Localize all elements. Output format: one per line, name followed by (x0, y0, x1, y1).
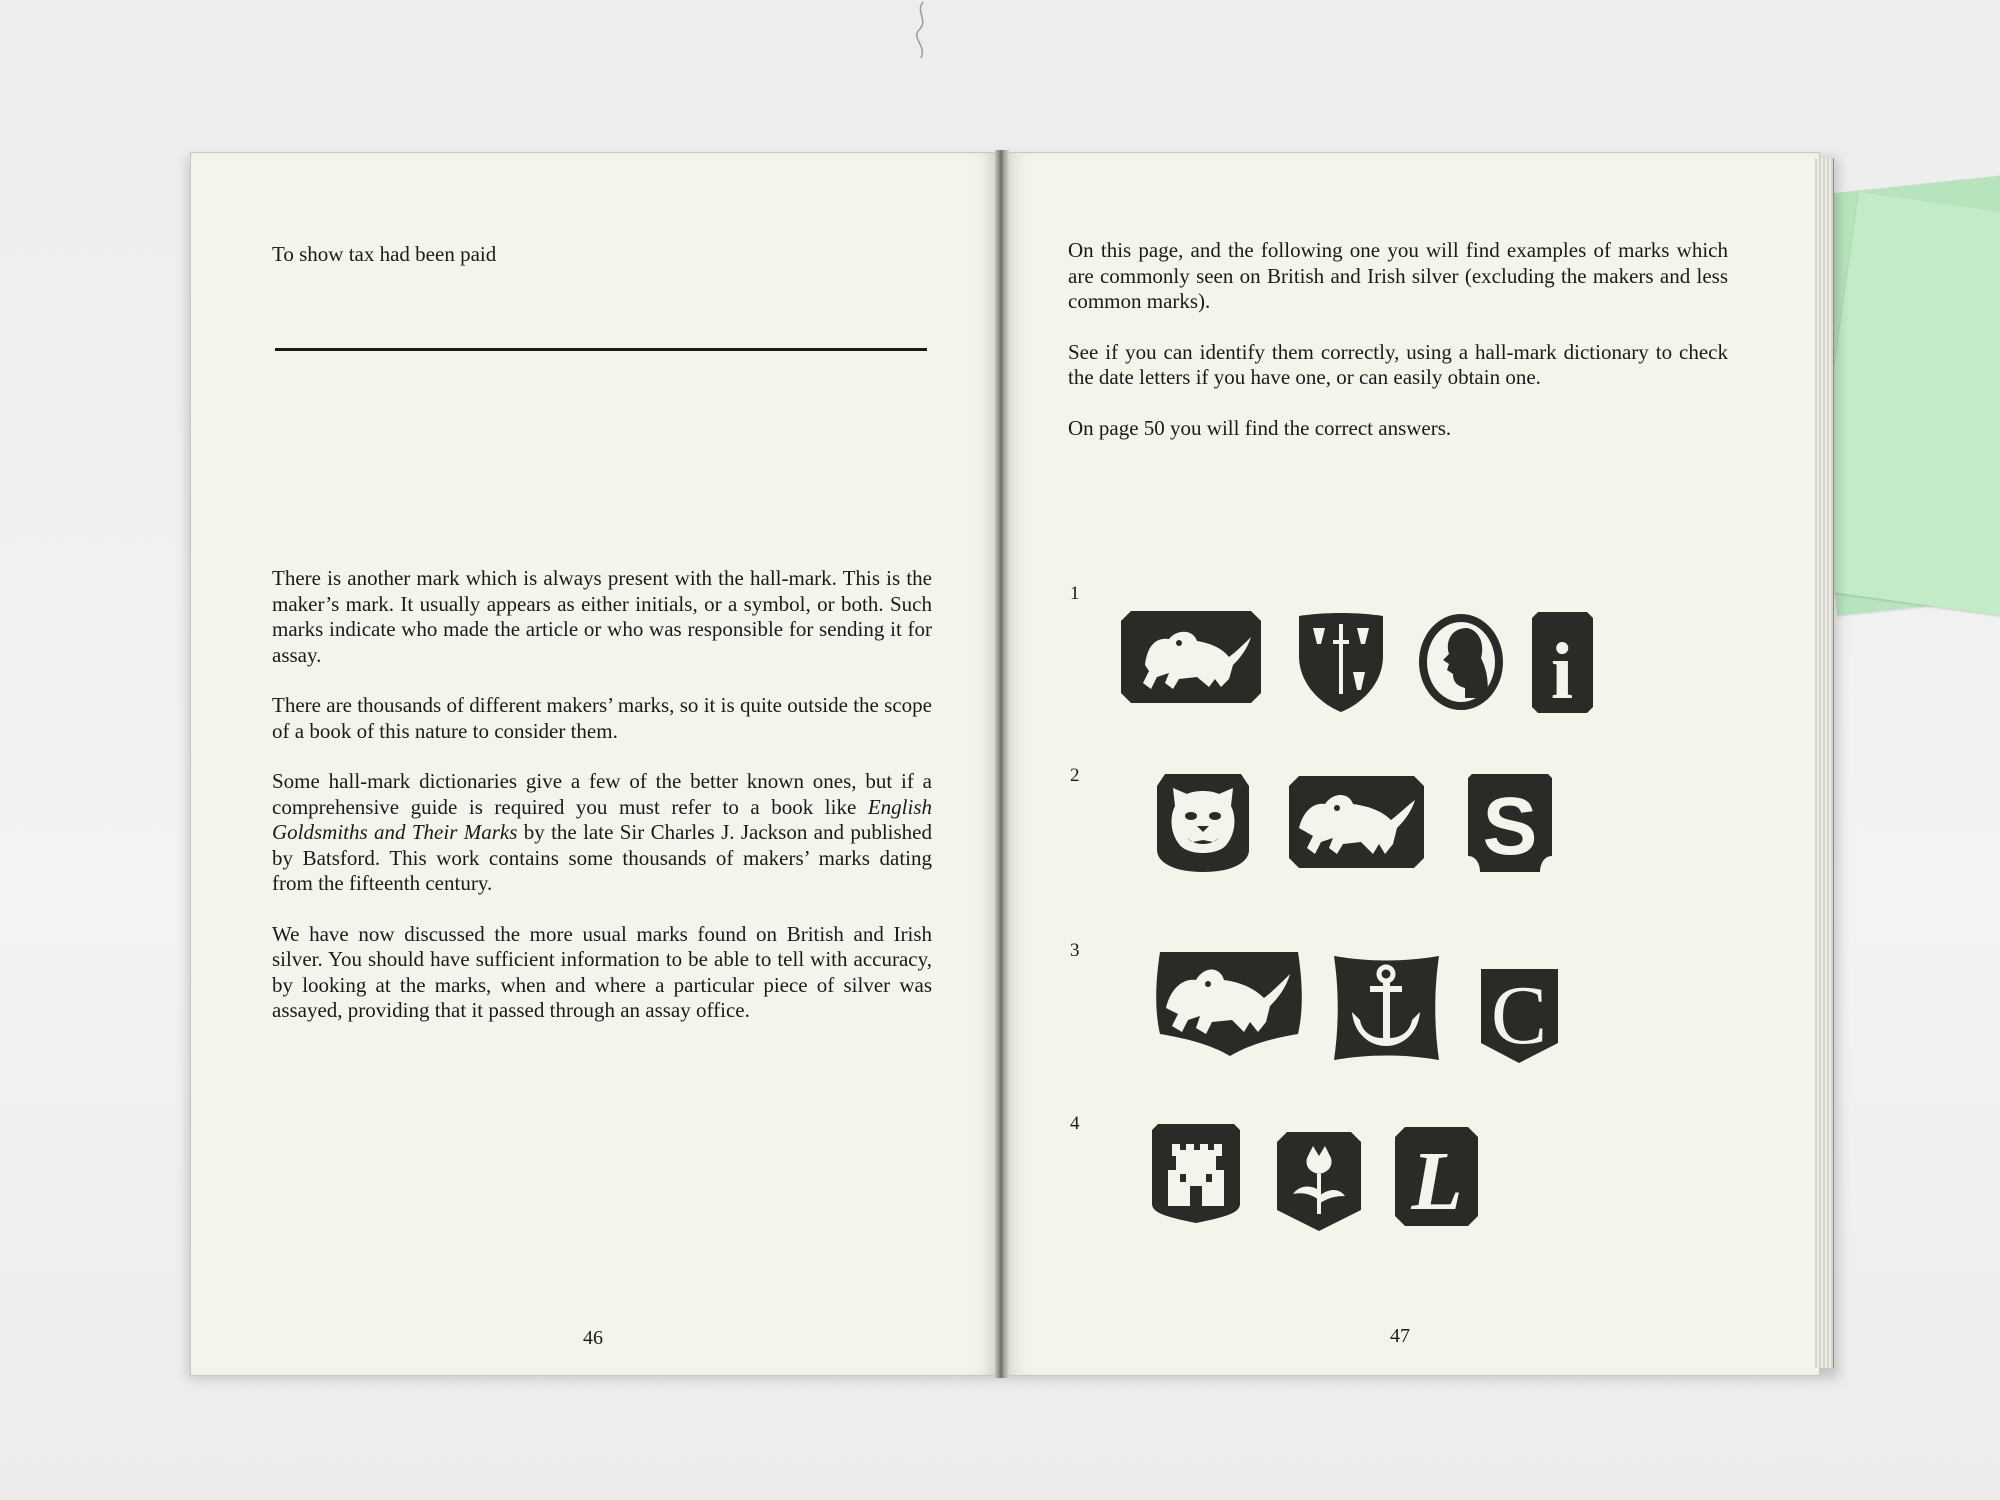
book-gutter (995, 150, 1009, 1378)
dagger-wheatsheaves-shield-mark (1295, 610, 1387, 715)
letter-i: i (1550, 628, 1574, 715)
date-letter-s-mark (1466, 772, 1554, 877)
letter-s: S (1482, 781, 1538, 872)
row-number-4: 4 (1070, 1113, 1080, 1134)
letter-c: C (1490, 969, 1548, 1062)
sovereign-head-mark (1417, 612, 1505, 712)
answers-paragraph: On page 50 you will find the correct answers. (1068, 415, 1452, 440)
book-title: English Goldsmiths and Their Marks (272, 794, 932, 844)
thistle-mark (1275, 1130, 1363, 1233)
row-number-1: 1 (1070, 583, 1080, 604)
loose-thread (905, 0, 935, 70)
lion-passant-mark (1285, 772, 1428, 872)
page-number-right: 47 (1390, 1325, 1410, 1347)
date-letter-l-mark (1393, 1125, 1480, 1228)
leopard-head-mark (1153, 770, 1253, 875)
letter-l: L (1411, 1135, 1463, 1228)
castle-mark (1150, 1122, 1242, 1225)
dictionaries-text-end: by the late Sir Charles J. Jackson and published by Batsford. This work contains some thousands of makers’ marks dating from the fifteenth century. (272, 820, 932, 895)
anchor-mark (1330, 952, 1443, 1064)
page-number-left: 46 (583, 1327, 603, 1349)
dictionaries-paragraph (272, 769, 932, 897)
page-edges (1815, 158, 1834, 1368)
right-page-body (1068, 238, 1728, 466)
tax-paid-heading: To show tax had been paid (272, 242, 497, 266)
lion-passant-mark (1150, 948, 1308, 1060)
row-number-3: 3 (1070, 940, 1080, 961)
date-letter-c-mark (1477, 965, 1562, 1065)
left-page-body (272, 566, 932, 1049)
dictionaries-text-start: Some hall-mark dictionaries give a few of the better known ones, but if a comprehensive guide is required you must refer to a book like (272, 769, 932, 819)
row-number-2: 2 (1070, 765, 1080, 786)
identify-paragraph: See if you can identify them correctly, using a hall-mark dictionary to check the date letters if you have one, or can easily obtain one. (1068, 339, 1728, 389)
intro-paragraph: On this page, and the following one you will find examples of marks which are commonly seen on British and Irish silver (excluding the makers and less common marks). (1068, 238, 1728, 313)
thousands-of-marks-paragraph: There are thousands of different makers’ marks, so it is quite outside the scope of a book of this nature to consider them. (272, 693, 932, 743)
answer-line (275, 348, 927, 351)
summary-paragraph: We have now discussed the more usual marks found on British and Irish silver. You should have sufficient information to be able to tell with accuracy, by looking at the marks, when and where a particular piece of silver was assayed, providing that it passed through an assay office. (272, 921, 932, 1022)
date-letter-i-mark (1530, 610, 1595, 715)
makers-mark-paragraph: There is another mark which is always present with the hall-mark. This is the maker’s mark. It usually appears as either initials, or a symbol, or both. Such marks indicate who made the article or who was responsible for sending it for assay. (272, 566, 932, 667)
lion-passant-mark (1117, 607, 1265, 707)
